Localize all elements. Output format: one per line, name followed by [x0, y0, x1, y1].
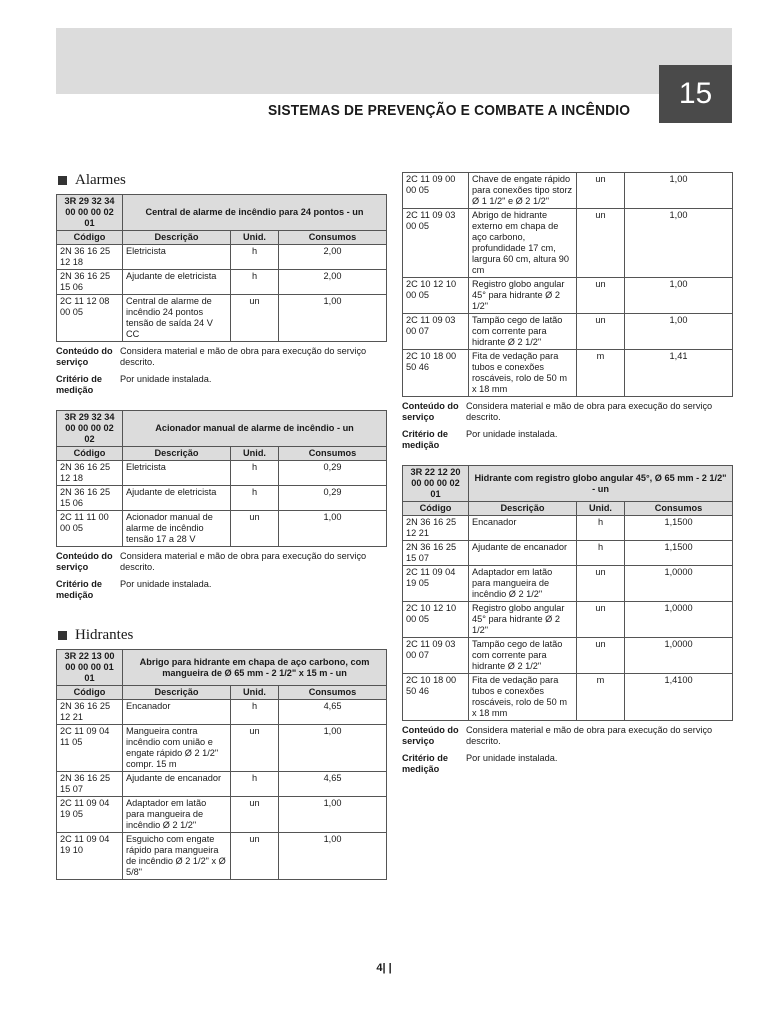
- item-consumption: 1,4100: [625, 674, 733, 721]
- item-code: 2C 11 09 03 00 05: [403, 209, 469, 278]
- table-row: [57, 511, 387, 547]
- table-row: [57, 797, 387, 833]
- item-code: 2N 36 16 25 15 06: [57, 486, 123, 511]
- item-unit: un: [231, 725, 279, 772]
- item-code: 2N 36 16 25 12 18: [57, 461, 123, 486]
- item-consumption: 1,00: [625, 209, 733, 278]
- item-consumption: 1,0000: [625, 638, 733, 674]
- item-description: Encanador: [469, 516, 577, 541]
- left-column: [56, 172, 386, 880]
- item-consumption: 1,00: [279, 797, 387, 833]
- composition-table: [56, 194, 387, 342]
- item-code: 2C 11 09 03 00 07: [403, 638, 469, 674]
- composition-table: [56, 410, 387, 547]
- item-unit: h: [231, 772, 279, 797]
- conteudo-text: Considera material e mão de obra para execução do serviço descrito.: [466, 725, 713, 746]
- item-unit: un: [231, 295, 279, 342]
- criterio-label: Critério de medição: [56, 374, 102, 395]
- composition-table: [56, 649, 387, 880]
- criterio-text: Por unidade instalada.: [120, 579, 212, 589]
- item-code: 2N 36 16 25 15 06: [57, 270, 123, 295]
- item-unit: m: [577, 674, 625, 721]
- composition-table: [402, 465, 733, 721]
- item-unit: h: [577, 516, 625, 541]
- table-block-abrigo-continuacao: [402, 172, 732, 451]
- table-row: [57, 245, 387, 270]
- item-unit: h: [231, 245, 279, 270]
- table-block-abrigo-hidrante: [56, 649, 386, 880]
- chapter-number-box: [659, 65, 732, 123]
- item-consumption: 1,1500: [625, 541, 733, 566]
- item-description: Acionador manual de alarme de incêndio tensão 17 a 28 V: [123, 511, 231, 547]
- table-title-row: [403, 466, 733, 502]
- section-bullet-icon: [58, 631, 67, 640]
- conteudo-text: Considera material e mão de obra para execução do serviço descrito.: [120, 346, 367, 367]
- item-unit: h: [231, 700, 279, 725]
- criterio-text: Por unidade instalada.: [120, 374, 212, 384]
- table-row: [403, 350, 733, 397]
- item-consumption: 1,0000: [625, 566, 733, 602]
- item-unit: h: [231, 461, 279, 486]
- item-consumption: 1,00: [625, 278, 733, 314]
- service-notes: [402, 725, 732, 775]
- item-description: Fita de vedação para tubos e conexões roscáveis, rolo de 50 m x 18 mm: [469, 674, 577, 721]
- item-code: 2C 11 12 08 00 05: [57, 295, 123, 342]
- column-header-codigo: Código: [57, 231, 123, 245]
- item-code: 2C 11 11 00 00 05: [57, 511, 123, 547]
- column-header-unid: Unid.: [231, 686, 279, 700]
- item-description: Mangueira contra incêndio com união e engate rápido Ø 2 1/2" compr. 15 m: [123, 725, 231, 772]
- section-hidrantes: [58, 627, 386, 644]
- service-notes: [56, 551, 386, 601]
- table-block-hidrante-registro: [402, 465, 732, 775]
- service-title: Acionador manual de alarme de incêndio - un: [123, 411, 387, 447]
- table-block-central-alarme: [56, 194, 386, 396]
- service-code: 3R 22 13 00 00 00 00 01 01: [57, 650, 123, 686]
- page-number: 4| |: [376, 962, 392, 974]
- item-unit: h: [231, 270, 279, 295]
- item-unit: un: [231, 833, 279, 880]
- table-block-acionador-manual: [56, 410, 386, 601]
- column-header-unid: Unid.: [231, 231, 279, 245]
- item-unit: h: [231, 486, 279, 511]
- table-row: [403, 602, 733, 638]
- item-consumption: 1,00: [279, 833, 387, 880]
- item-unit: un: [577, 209, 625, 278]
- service-title: Abrigo para hidrante em chapa de aço carbono, com mangueira de Ø 65 mm - 2 1/2" x 15 m - un: [123, 650, 387, 686]
- table-row: [57, 295, 387, 342]
- table-row: [57, 486, 387, 511]
- item-description: Adaptador em latão para mangueira de incêndio Ø 2 1/2": [123, 797, 231, 833]
- item-consumption: 1,00: [625, 173, 733, 209]
- item-unit: un: [577, 278, 625, 314]
- column-header-codigo: Código: [57, 686, 123, 700]
- criterio-label: Critério de medição: [56, 579, 102, 600]
- section-title: Hidrantes: [75, 627, 134, 643]
- column-header-unid: Unid.: [577, 502, 625, 516]
- item-unit: un: [577, 173, 625, 209]
- table-row: [57, 833, 387, 880]
- column-header-consumos: Consumos: [279, 447, 387, 461]
- criterio-text: Por unidade instalada.: [466, 429, 558, 439]
- service-code: 3R 22 12 20 00 00 00 02 01: [403, 466, 469, 502]
- item-consumption: 4,65: [279, 700, 387, 725]
- column-header-descricao: Descrição: [123, 231, 231, 245]
- right-column: [402, 172, 732, 775]
- item-consumption: 1,00: [625, 314, 733, 350]
- section-bullet-icon: [58, 176, 67, 185]
- service-notes: [56, 346, 386, 396]
- item-description: Tampão cego de latão com corrente para hidrante Ø 2 1/2": [469, 638, 577, 674]
- item-code: 2N 36 16 25 15 07: [57, 772, 123, 797]
- criterio-label: Critério de medição: [402, 753, 448, 774]
- column-header-unid: Unid.: [231, 447, 279, 461]
- conteudo-label: Conteúdo do serviço: [56, 346, 113, 367]
- item-unit: un: [577, 314, 625, 350]
- service-title: Hidrante com registro globo angular 45°, Ø 65 mm - 2 1/2" - un: [469, 466, 733, 502]
- table-row: [403, 278, 733, 314]
- table-title-row: [57, 650, 387, 686]
- table-row: [57, 725, 387, 772]
- chapter-number: 15: [678, 77, 713, 110]
- item-code: 2N 36 16 25 12 21: [403, 516, 469, 541]
- service-notes: [402, 401, 732, 451]
- item-description: Ajudante de encanador: [123, 772, 231, 797]
- item-consumption: 1,00: [279, 511, 387, 547]
- conteudo-text: Considera material e mão de obra para execução do serviço descrito.: [466, 401, 713, 422]
- table-row: [403, 314, 733, 350]
- item-unit: m: [577, 350, 625, 397]
- item-code: 2C 10 18 00 50 46: [403, 350, 469, 397]
- section-title: Alarmes: [75, 172, 126, 188]
- conteudo-label: Conteúdo do serviço: [402, 401, 459, 422]
- chapter-title: SISTEMAS DE PREVENÇÃO E COMBATE A INCÊNDIO: [268, 102, 631, 119]
- item-code: 2C 10 12 10 00 05: [403, 278, 469, 314]
- table-row: [403, 516, 733, 541]
- item-code: 2C 11 09 03 00 07: [403, 314, 469, 350]
- item-code: 2C 10 18 00 50 46: [403, 674, 469, 721]
- column-header-row: [57, 447, 387, 461]
- header-band: [56, 28, 732, 94]
- column-header-consumos: Consumos: [625, 502, 733, 516]
- service-code: 3R 29 32 34 00 00 00 02 01: [57, 195, 123, 231]
- item-unit: un: [231, 797, 279, 833]
- item-code: 2C 11 09 04 11 05: [57, 725, 123, 772]
- item-description: Esguicho com engate rápido para mangueira de incêndio Ø 2 1/2" x Ø 5/8": [123, 833, 231, 880]
- item-description: Adaptador em latão para mangueira de incêndio Ø 2 1/2": [469, 566, 577, 602]
- column-header-descricao: Descrição: [123, 447, 231, 461]
- item-code: 2N 36 16 25 12 21: [57, 700, 123, 725]
- item-unit: un: [577, 602, 625, 638]
- item-description: Tampão cego de latão com corrente para hidrante Ø 2 1/2": [469, 314, 577, 350]
- service-title: Central de alarme de incêndio para 24 pontos - un: [123, 195, 387, 231]
- item-description: Encanador: [123, 700, 231, 725]
- table-row: [403, 173, 733, 209]
- column-header-descricao: Descrição: [123, 686, 231, 700]
- item-unit: un: [577, 638, 625, 674]
- table-row: [57, 772, 387, 797]
- item-description: Abrigo de hidrante externo em chapa de aço carbono, profundidade 17 cm, largura 60 cm, altura 90 cm: [469, 209, 577, 278]
- item-consumption: 1,00: [279, 725, 387, 772]
- item-code: 2C 11 09 04 19 05: [57, 797, 123, 833]
- item-code: 2C 11 09 00 00 05: [403, 173, 469, 209]
- item-consumption: 1,00: [279, 295, 387, 342]
- column-header-consumos: Consumos: [279, 686, 387, 700]
- column-header-consumos: Consumos: [279, 231, 387, 245]
- item-description: Chave de engate rápido para conexões tipo storz Ø 1 1/2" e Ø 2 1/2": [469, 173, 577, 209]
- item-code: 2C 11 09 04 19 05: [403, 566, 469, 602]
- table-row: [403, 541, 733, 566]
- item-description: Eletricista: [123, 461, 231, 486]
- table-row: [57, 270, 387, 295]
- conteudo-label: Conteúdo do serviço: [56, 551, 113, 572]
- column-header-codigo: Código: [403, 502, 469, 516]
- item-consumption: 0,29: [279, 486, 387, 511]
- item-code: 2C 11 09 04 19 10: [57, 833, 123, 880]
- table-title-row: [57, 411, 387, 447]
- item-consumption: 2,00: [279, 270, 387, 295]
- table-row: [403, 566, 733, 602]
- column-header-descricao: Descrição: [469, 502, 577, 516]
- criterio-label: Critério de medição: [402, 429, 448, 450]
- item-description: Ajudante de eletricista: [123, 270, 231, 295]
- column-header-codigo: Código: [57, 447, 123, 461]
- item-unit: un: [577, 566, 625, 602]
- item-description: Eletricista: [123, 245, 231, 270]
- item-description: Central de alarme de incêndio 24 pontos tensão de saída 24 V CC: [123, 295, 231, 342]
- column-header-row: [57, 231, 387, 245]
- column-header-row: [57, 686, 387, 700]
- item-consumption: 4,65: [279, 772, 387, 797]
- item-description: Registro globo angular 45° para hidrante Ø 2 1/2": [469, 602, 577, 638]
- table-row: [57, 461, 387, 486]
- table-row: [57, 700, 387, 725]
- item-code: 2N 36 16 25 12 18: [57, 245, 123, 270]
- item-consumption: 1,1500: [625, 516, 733, 541]
- table-row: [403, 209, 733, 278]
- conteudo-text: Considera material e mão de obra para execução do serviço descrito.: [120, 551, 367, 572]
- item-description: Ajudante de eletricista: [123, 486, 231, 511]
- table-row: [403, 674, 733, 721]
- service-code: 3R 29 32 34 00 00 00 02 02: [57, 411, 123, 447]
- table-title-row: [57, 195, 387, 231]
- item-code: 2N 36 16 25 15 07: [403, 541, 469, 566]
- item-code: 2C 10 12 10 00 05: [403, 602, 469, 638]
- item-consumption: 1,0000: [625, 602, 733, 638]
- item-unit: h: [577, 541, 625, 566]
- item-description: Registro globo angular 45° para hidrante Ø 2 1/2": [469, 278, 577, 314]
- item-consumption: 2,00: [279, 245, 387, 270]
- column-header-row: [403, 502, 733, 516]
- item-description: Fita de vedação para tubos e conexões roscáveis, rolo de 50 m x 18 mm: [469, 350, 577, 397]
- item-consumption: 1,41: [625, 350, 733, 397]
- conteudo-label: Conteúdo do serviço: [402, 725, 459, 746]
- table-row: [403, 638, 733, 674]
- composition-table: [402, 172, 733, 397]
- criterio-text: Por unidade instalada.: [466, 753, 558, 763]
- item-consumption: 0,29: [279, 461, 387, 486]
- section-alarmes: [58, 172, 386, 189]
- item-unit: un: [231, 511, 279, 547]
- item-description: Ajudante de encanador: [469, 541, 577, 566]
